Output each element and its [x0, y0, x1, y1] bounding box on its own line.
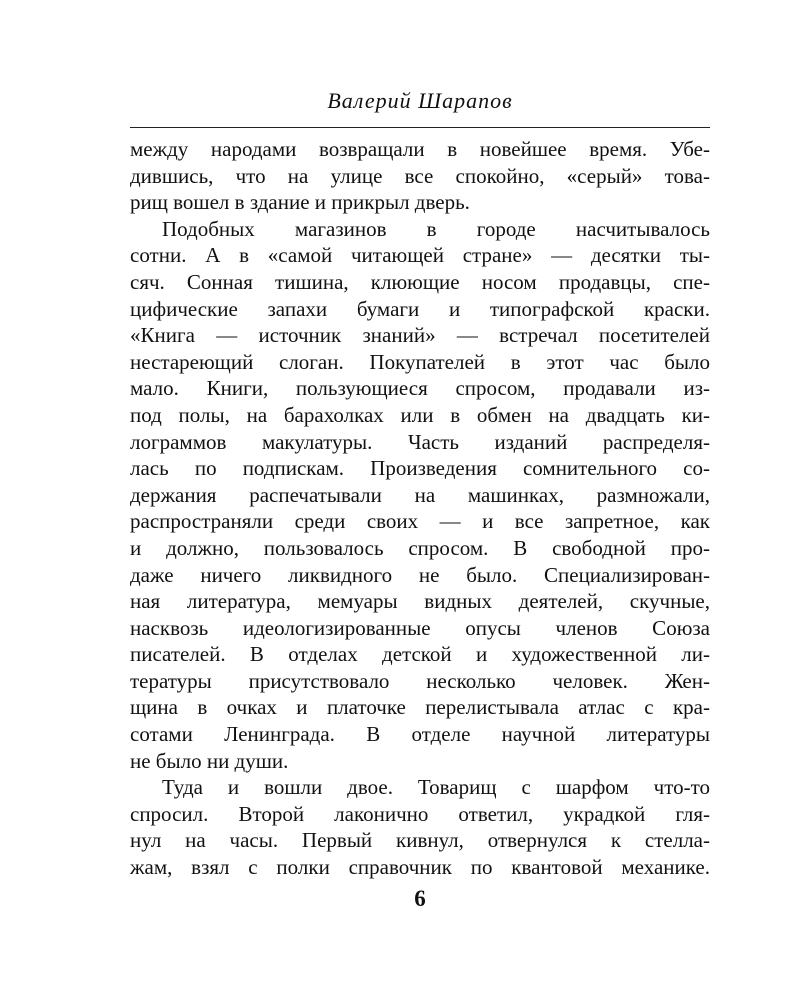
page-number: 6: [414, 886, 426, 911]
text-line: держания распечатывали на машинках, размножали,: [130, 482, 710, 507]
text-line: рищ вошел в здание и прикрыл дверь.: [130, 190, 470, 215]
text-line: Туда и вошли двое. Товарищ с шарфом что-то: [162, 775, 710, 800]
text-line: цифические запахи бумаги и типографской краски.: [130, 296, 710, 321]
text-line: сотни. А в «самой читающей стране» — десятки ты-: [130, 243, 710, 268]
text-line: тературы присутствовало несколько человек. Жен-: [130, 668, 710, 693]
text-line: Подобных магазинов в городе насчитывалось: [162, 216, 710, 241]
text-line: под полы, на барахолках или в обмен на двадцать ки-: [130, 402, 710, 427]
text-line: и должно, пользовалось спросом. В свободной про-: [130, 535, 710, 560]
text-line: сяч. Сонная тишина, клюющие носом продавцы, спе-: [130, 269, 710, 294]
text-line: мало. Книги, пользующиеся спросом, продавали из-: [130, 376, 710, 401]
text-line: ная литература, мемуары видных деятелей, скучные,: [130, 589, 710, 614]
text-line: лась по подпискам. Произведения сомнительного со-: [130, 456, 710, 481]
running-head-author: Валерий Шарапов: [327, 88, 513, 113]
text-line: «Книга — источник знаний» — встречал посетителей: [130, 323, 710, 348]
text-line: щина в очках и платочке перелистывала атлас с кра-: [130, 695, 710, 720]
text-line: жам, взял с полки справочник по квантовой механике.: [130, 855, 710, 880]
text-line: спросил. Второй лаконично ответил, украдкой гля-: [130, 801, 710, 826]
text-line: лограммов макулатуры. Часть изданий распределя-: [130, 429, 710, 454]
text-line: писателей. В отделах детской и художественной ли-: [130, 642, 710, 667]
body-text: [130, 136, 710, 881]
running-head: [130, 84, 710, 128]
text-line: нул на часы. Первый кивнул, отвернулся к стелла-: [130, 828, 710, 853]
text-line: сотами Ленинграда. В отделе научной литературы: [130, 722, 710, 747]
text-line: нестареющий слоган. Покупателей в этот час было: [130, 349, 710, 374]
text-line: распространяли среди своих — и все запретное, как: [130, 509, 710, 534]
text-line: дившись, что на улице все спокойно, «серый» това-: [130, 163, 710, 188]
text-line: даже ничего ликвидного не было. Специализирован-: [130, 562, 710, 587]
text-line: между народами возвращали в новейшее время. Убе-: [130, 137, 710, 161]
text-line: насквозь идеологизированные опусы членов Союза: [130, 615, 710, 640]
text-line: не было ни души.: [130, 748, 289, 773]
